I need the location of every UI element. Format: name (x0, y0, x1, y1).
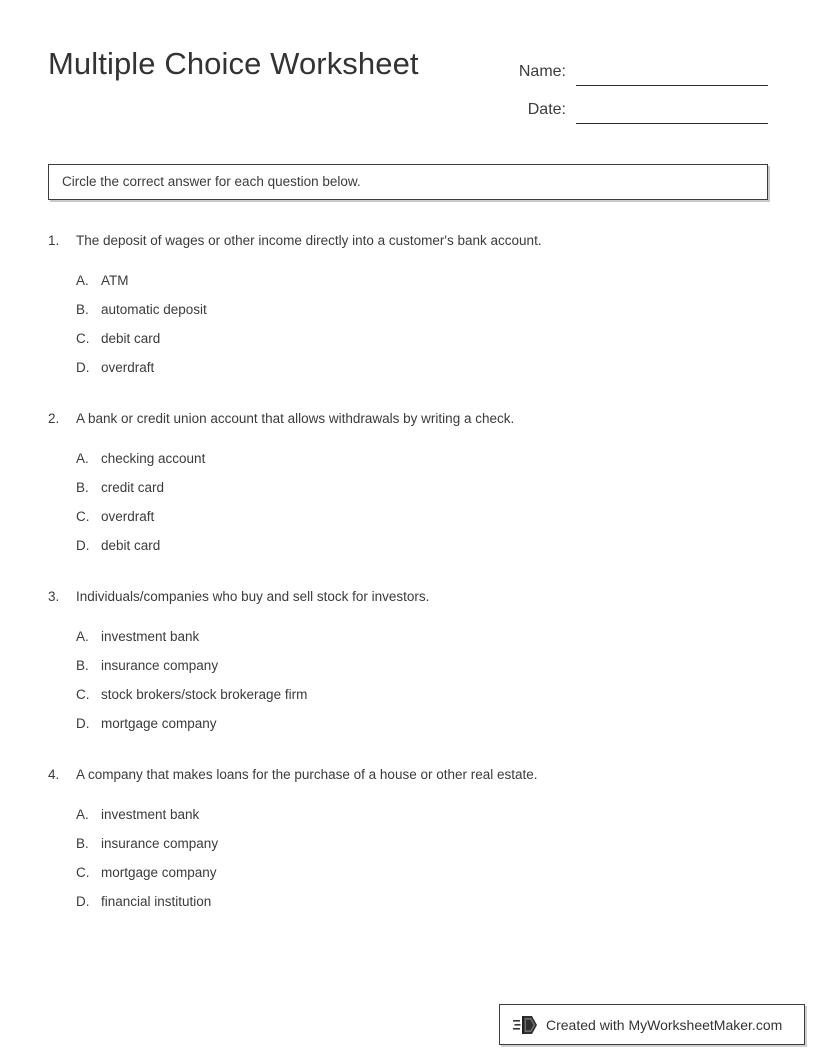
answer-option-text: automatic deposit (101, 302, 207, 317)
question-head (48, 231, 768, 250)
answer-option-letter: C. (76, 331, 90, 346)
answer-option-letter: B. (76, 480, 89, 495)
question-item (48, 765, 768, 921)
answer-option-letter: B. (76, 302, 89, 317)
answer-option[interactable] (76, 449, 768, 478)
answer-option[interactable] (76, 478, 768, 507)
question-item (48, 587, 768, 743)
answer-option-letter: D. (76, 894, 90, 909)
answer-option-letter: C. (76, 865, 90, 880)
answer-option[interactable] (76, 271, 768, 300)
name-label: Name: (518, 63, 566, 80)
answer-option[interactable] (76, 656, 768, 685)
answer-option-text: mortgage company (101, 865, 217, 880)
answer-option[interactable] (76, 863, 768, 892)
answer-option[interactable] (76, 714, 768, 743)
answer-option[interactable] (76, 358, 768, 387)
question-text: The deposit of wages or other income directly into a customer's bank account. (76, 233, 542, 248)
answer-option-letter: A. (76, 807, 89, 822)
answer-option-list (48, 805, 768, 921)
date-row (496, 86, 768, 124)
answer-option-text: insurance company (101, 658, 219, 673)
question-number: 4. (48, 767, 60, 782)
answer-option-text: overdraft (101, 509, 155, 524)
answer-option-text: credit card (101, 480, 165, 495)
answer-option-letter: B. (76, 836, 89, 851)
answer-option-text: insurance company (101, 836, 219, 851)
question-number: 1. (48, 233, 60, 248)
directions-box (48, 164, 768, 200)
answer-option-letter: B. (76, 658, 89, 673)
answer-option[interactable] (76, 685, 768, 714)
answer-option-letter: A. (76, 451, 89, 466)
question-text: A company that makes loans for the purchase of a house or other real estate. (76, 767, 538, 782)
answer-option[interactable] (76, 329, 768, 358)
question-head (48, 409, 768, 428)
worksheet-maker-logo-icon (513, 1013, 539, 1037)
question-text: Individuals/companies who buy and sell stock for investors. (76, 589, 430, 604)
question-head (48, 765, 768, 784)
answer-option-text: investment bank (101, 807, 200, 822)
question-item (48, 231, 768, 387)
directions-text: Circle the correct answer for each question below. (62, 174, 361, 189)
answer-option-text: overdraft (101, 360, 155, 375)
name-row (496, 48, 768, 86)
answer-option-letter: D. (76, 360, 90, 375)
answer-option[interactable] (76, 300, 768, 329)
date-label: Date: (527, 101, 566, 118)
answer-option[interactable] (76, 805, 768, 834)
answer-option-text: ATM (101, 273, 129, 288)
answer-option-letter: D. (76, 716, 90, 731)
footer-badge[interactable] (499, 1004, 805, 1045)
answer-option[interactable] (76, 892, 768, 921)
answer-option-letter: D. (76, 538, 90, 553)
answer-option-list (48, 449, 768, 565)
question-item (48, 409, 768, 565)
question-number: 2. (48, 411, 60, 426)
page-title: Multiple Choice Worksheet (48, 46, 419, 81)
answer-option-text: stock brokers/stock brokerage firm (101, 687, 308, 702)
answer-option[interactable] (76, 834, 768, 863)
footer-text: Created with MyWorksheetMaker.com (546, 1016, 783, 1033)
name-date-block (496, 48, 768, 124)
question-head (48, 587, 768, 606)
answer-option-text: investment bank (101, 629, 200, 644)
worksheet-header (48, 44, 768, 124)
answer-option-letter: C. (76, 687, 90, 702)
date-input-line[interactable] (576, 102, 768, 124)
answer-option[interactable] (76, 536, 768, 565)
answer-option-text: debit card (101, 331, 161, 346)
answer-option[interactable] (76, 507, 768, 536)
question-list (48, 231, 768, 943)
answer-option-letter: A. (76, 273, 89, 288)
answer-option-text: financial institution (101, 894, 212, 909)
answer-option-letter: A. (76, 629, 89, 644)
question-text: A bank or credit union account that allows withdrawals by writing a check. (76, 411, 515, 426)
name-input-line[interactable] (576, 64, 768, 86)
answer-option-text: debit card (101, 538, 161, 553)
answer-option-text: checking account (101, 451, 206, 466)
answer-option-list (48, 627, 768, 743)
answer-option[interactable] (76, 627, 768, 656)
question-number: 3. (48, 589, 60, 604)
answer-option-text: mortgage company (101, 716, 217, 731)
answer-option-letter: C. (76, 509, 90, 524)
answer-option-list (48, 271, 768, 387)
